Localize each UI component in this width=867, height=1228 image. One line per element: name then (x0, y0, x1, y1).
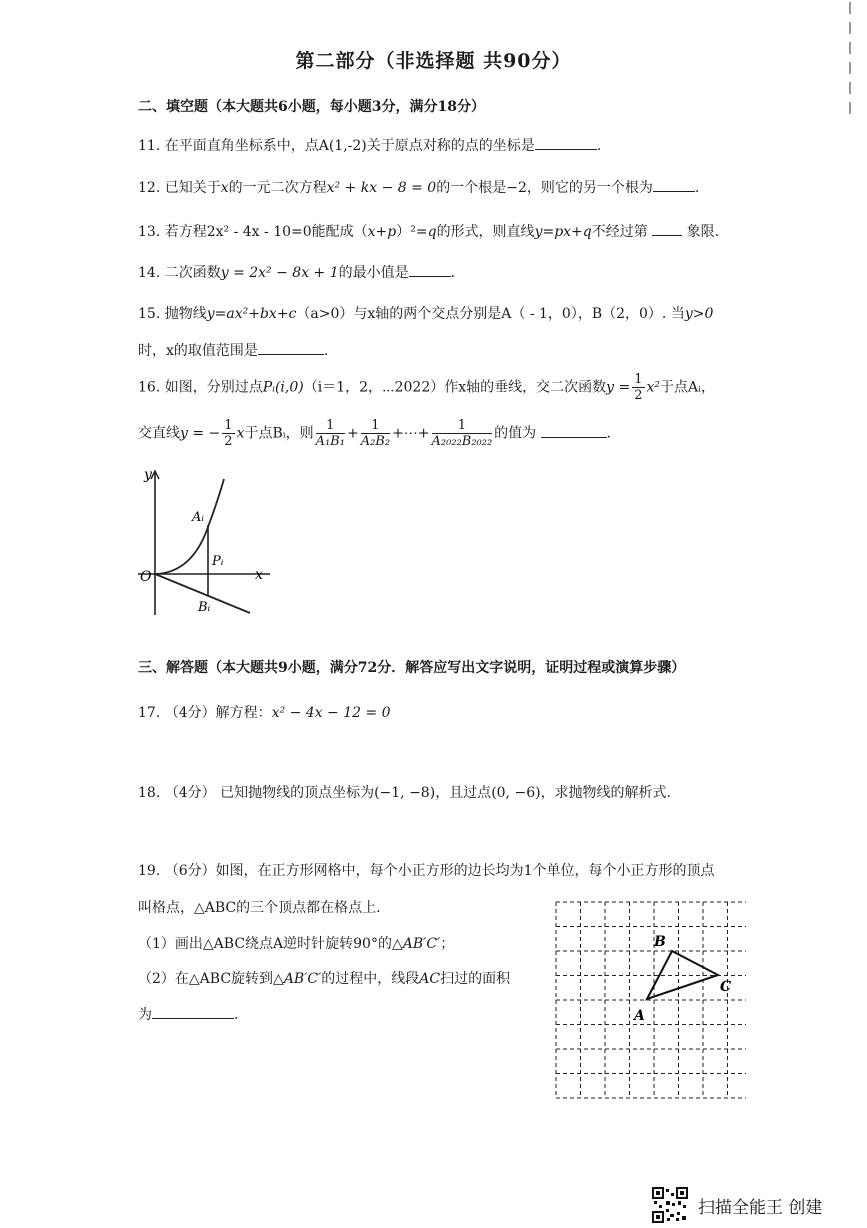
q15-cond: （a>0）与x轴的两个交点分别是 (296, 306, 502, 322)
q16-line-eq-pre: y = − (180, 425, 221, 442)
q16-pre: 16. 如图，分别过点 (138, 379, 263, 396)
q12-post: 的一个根是−2，则它的另一个根为 (436, 180, 653, 196)
q19-grid-figure (550, 896, 746, 1106)
q13-q: q (427, 224, 437, 240)
q16-post: 的值为 (494, 425, 537, 442)
q16-dots: +⋯+ (392, 425, 430, 442)
section-2-heading: 二、填空题（本大题共6小题，每小题3分，满分18分） (138, 99, 485, 115)
q18-post: ，求抛物线的解析式. (540, 785, 672, 801)
q12-equation: x² + kx − 8 = 0 (326, 180, 437, 196)
q18-vertex: (−1, −8) (374, 785, 436, 801)
q11-end: . (596, 138, 602, 154)
q14-end: . (450, 265, 456, 281)
fig19-label-a: A (634, 1008, 645, 1024)
q15-points: A（ - 1，0），B（2，0）. 当 (501, 306, 685, 322)
q14-pre: 14. 二次函数 (138, 265, 221, 281)
fig16-label-y: y (144, 467, 152, 483)
question-14 (138, 262, 455, 282)
q16-range: （i＝1，2，⋯2022）作x轴的垂线，交二次函数 (303, 379, 607, 396)
q16-answer-blank[interactable] (541, 423, 607, 438)
q16-point: Pᵢ(i,0) (262, 379, 304, 396)
q16-line2-pre: 交直线 (138, 425, 180, 442)
fig19-label-b: B (654, 934, 666, 950)
q15-equation: y=ax²+bx+c (206, 306, 297, 322)
question-11 (138, 135, 601, 155)
q16-func-den: 2 (634, 388, 643, 403)
q19-p3: 为 (138, 1007, 152, 1023)
question-19-part3 (138, 1004, 238, 1024)
fig16-label-p: Pᵢ (212, 554, 224, 569)
question-15-line1 (138, 303, 713, 323)
q19-p2-post: 的过程中，线段 (321, 971, 420, 987)
q12-pre: 12. 已知关于 (138, 180, 221, 196)
q19-p2-segment: AC (419, 971, 441, 987)
q16-figure (130, 465, 290, 625)
q16-end: . (606, 425, 612, 442)
q19-p1-triangle: △AB′C′ (391, 936, 441, 952)
q12-end: . (694, 180, 700, 196)
scanner-brand-text: 扫描全能王 创建 (698, 1198, 823, 1218)
q18-mid: ，且过点 (435, 785, 492, 801)
q16-func-num: 1 (634, 372, 643, 387)
q14-answer-blank[interactable] (409, 262, 451, 277)
q16-line-num: 1 (224, 418, 233, 433)
q16-line-fraction (222, 418, 234, 449)
q19-p2-pre: （2）在△ABC旋转到 (138, 971, 274, 987)
q16-line-den: 2 (224, 434, 233, 449)
q19-p3-end: . (234, 1007, 239, 1023)
q13-line: y=px+q (534, 224, 592, 240)
question-18 (138, 782, 671, 802)
q13-mid2: 的形式，则直线 (436, 224, 535, 240)
fig19-label-c: C (720, 979, 732, 995)
q15-answer-blank[interactable] (258, 340, 324, 355)
q13-post: 不经过第 (591, 224, 648, 240)
fig16-label-a: Aᵢ (192, 510, 205, 525)
q19-p1-pre: （1）画出△ABC绕点A逆时针旋转90°的 (138, 936, 392, 952)
q14-equation: y = 2x² − 8x + 1 (220, 265, 339, 281)
q17-pre: 17. （4分）解方程： (138, 705, 272, 721)
q16-func-fraction (632, 372, 644, 403)
q12-mid: 的一元二次方程 (228, 180, 327, 196)
grid-lines (556, 902, 746, 1098)
q16-sum-term-3 (432, 418, 493, 449)
q16-sum-term-2 (361, 418, 390, 449)
fig16-label-b: Bᵢ (198, 600, 211, 615)
q16-s1-den: A₁B₁ (315, 434, 345, 449)
q15-y: y>0 (684, 306, 714, 322)
q17-equation: x² − 4x − 12 = 0 (271, 705, 391, 721)
q15-line2-pre: 时，x的取值范围是 (138, 343, 258, 359)
fig16-label-x: x (255, 567, 263, 583)
q18-pre: 18. （4分） 已知抛物线的顶点坐标为 (138, 785, 375, 801)
section-3-heading: 三、解答题（本大题共9小题，满分72分．解答应写出文字说明，证明过程或演算步骤） (138, 660, 686, 676)
q19-answer-blank[interactable] (152, 1004, 234, 1019)
qr-code-icon (652, 1187, 688, 1223)
q19-p1-end: ； (440, 936, 455, 952)
q19-p2-end: 扫过的面积 (440, 971, 511, 987)
q16-s3-num: 1 (432, 418, 493, 434)
question-16-line1 (138, 372, 715, 403)
q12-answer-blank[interactable] (653, 177, 695, 192)
q13-pre: 13. 若方程2x² - 4x - 10=0能配成（ (138, 224, 368, 240)
q16-func-pre: y = (606, 379, 631, 396)
q13-end: 象限. (686, 224, 720, 240)
q16-s2-num: 1 (361, 418, 390, 434)
question-17 (138, 702, 391, 722)
question-19-line2: 叫格点，△ABC的三个顶点都在格点上. (138, 900, 381, 916)
q12-x: x (220, 180, 229, 196)
scanner-watermark (652, 1183, 852, 1223)
q13-answer-blank[interactable] (652, 221, 682, 236)
q16-s3-den: A₂₀₂₂B₂₀₂₂ (431, 434, 493, 449)
q18-point: (0, −6) (491, 785, 541, 801)
q16-s2-den: A₂B₂ (360, 434, 391, 449)
question-19-part2 (138, 968, 510, 988)
q11-answer-blank[interactable] (535, 135, 597, 150)
q16-sum-term-1 (316, 418, 345, 449)
question-15-line2 (138, 340, 328, 360)
q16-s1-num: 1 (316, 418, 345, 434)
q11-text: 11. 在平面直角坐标系中，点A(1,-2)关于原点对称的点的坐标是 (138, 138, 535, 154)
question-13 (138, 221, 719, 241)
question-16-line2: 交直线y = − $\frac{1}{2}$ x于点Bᵢ，则 $\frac{1}{\text{A₁B₁}}$ + $\frac{1}{\text{A₂B₂}}$ +⋯+ $\frac{1}{\text{A₂₀₂₂B₂₀₂₂}}$ 的值为 . (138, 418, 612, 449)
part-title: 第二部分（非选择题 共90分） (295, 50, 572, 72)
q14-post: 的最小值是 (338, 265, 409, 281)
question-19-line1: 19. （6分）如图，在正方形网格中，每个小正方形的边长均为1个单位，每个小正方形的顶点 (138, 863, 715, 879)
question-19-part1 (138, 933, 454, 953)
question-12 (138, 177, 699, 197)
q16-line-eq-post: x (236, 425, 245, 442)
q13-xp: x+p (367, 224, 397, 240)
q16-ai: 于点Aᵢ， (660, 379, 715, 396)
fig16-label-o: O (140, 569, 152, 585)
q16-bi: 于点Bᵢ，则 (244, 425, 314, 442)
q19-p2-triangle: △AB′C′ (273, 971, 322, 987)
q16-func-post: x² (646, 379, 661, 396)
q15-pre: 15. 抛物线 (138, 306, 207, 322)
q15-end: . (323, 343, 329, 359)
q13-mid: ）²= (396, 224, 428, 240)
